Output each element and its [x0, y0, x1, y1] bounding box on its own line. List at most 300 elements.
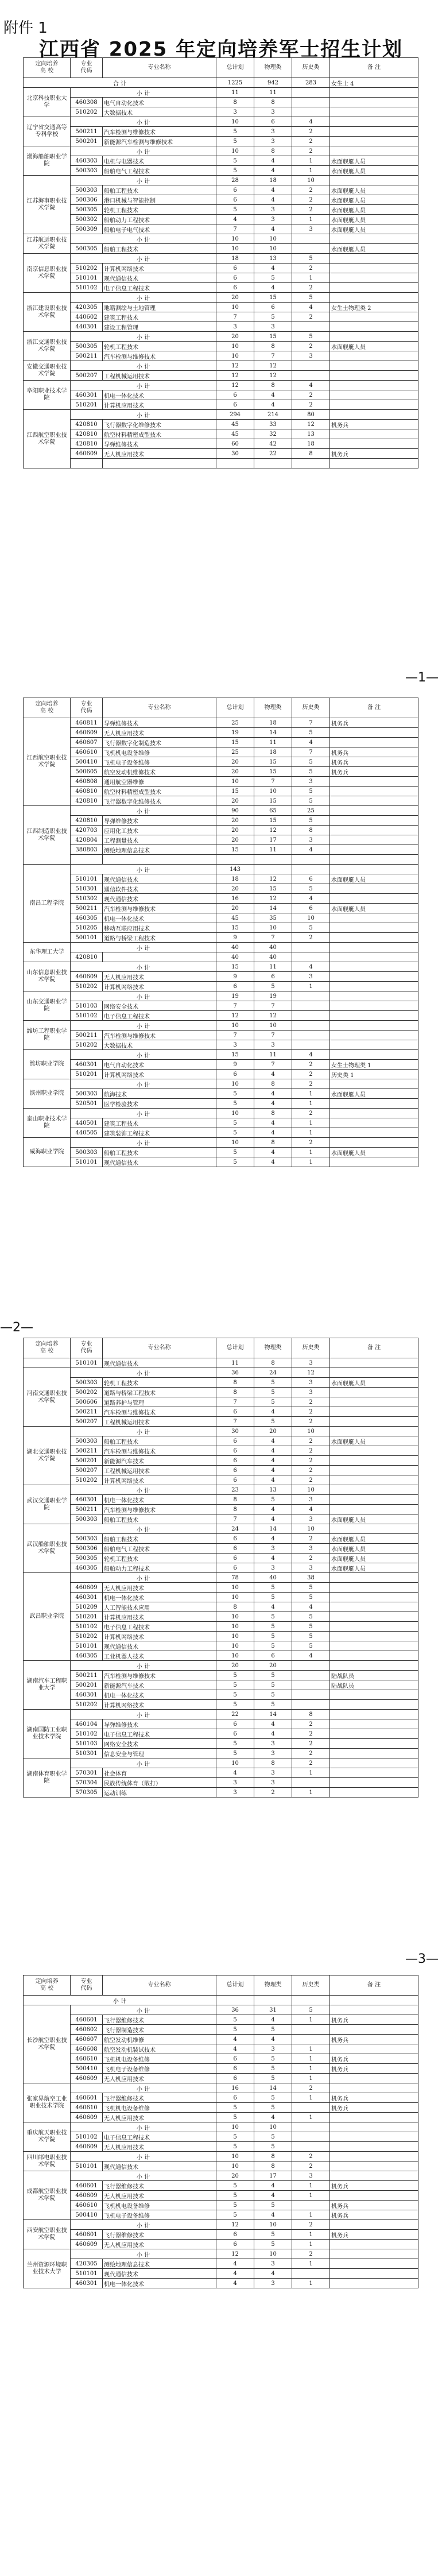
table-row	[24, 1622, 418, 1632]
history-count-cell: 2	[292, 1466, 330, 1475]
total-plan-cell: 10	[216, 1622, 254, 1632]
history-count-cell: 2	[292, 283, 330, 293]
subtotal-label-cell: 小 计	[71, 1021, 216, 1031]
major-name-cell: 汽车检测与维修技术	[103, 1671, 216, 1680]
column-header: 历史类	[292, 58, 330, 78]
school-name-cell: 泰山职业技术学院	[24, 1109, 71, 1138]
history-count-cell: 283	[292, 78, 330, 88]
total-plan-cell: 22	[216, 1710, 254, 1719]
physics-count-cell: 214	[254, 410, 292, 420]
history-count-cell: 5	[292, 1632, 330, 1641]
school-name-cell: 北京科技职业大学	[24, 88, 71, 117]
note-cell: 机务兵	[330, 420, 418, 429]
history-count-cell: 5	[292, 1612, 330, 1622]
column-header: 备 注	[330, 1338, 418, 1358]
major-name-cell: 现代通信技术	[103, 874, 216, 884]
school-name-cell: 威海职业学院	[24, 1138, 71, 1167]
history-count-cell: 2	[292, 1109, 330, 1118]
major-code-cell: 510101	[71, 1358, 103, 1368]
total-plan-cell: 6	[216, 1475, 254, 1485]
table-row	[24, 215, 418, 224]
note-cell	[330, 2074, 418, 2083]
column-header: 备 注	[330, 58, 418, 78]
major-name-cell: 飞机电子设备维修	[103, 757, 216, 767]
table-row	[24, 2064, 418, 2074]
major-name-cell: 医学检验技术	[103, 1099, 216, 1109]
subtotal-label-cell: 小 计	[71, 146, 216, 156]
physics-count-cell: 8	[254, 342, 292, 351]
total-plan-cell: 20	[216, 757, 254, 767]
history-count-cell: 2	[292, 1456, 330, 1466]
physics-count-cell: 4	[254, 1157, 292, 1167]
total-plan-cell: 10	[216, 1651, 254, 1661]
major-code-cell: 510201	[71, 1070, 103, 1079]
subtotal-label-cell: 小 计	[71, 176, 216, 185]
major-name-cell: 飞行器数字化维修技术	[103, 796, 216, 806]
history-count-cell: 2	[292, 1719, 330, 1729]
table-row	[24, 1021, 418, 1031]
history-count-cell: 3	[292, 224, 330, 234]
physics-count-cell: 4	[254, 1729, 292, 1739]
table-row	[24, 1544, 418, 1554]
table-row	[24, 738, 418, 747]
major-code-cell: 510103	[71, 1001, 103, 1011]
total-plan-cell: 5	[216, 1128, 254, 1138]
major-name-cell: 计算机应用技术	[103, 1612, 216, 1622]
total-plan-cell: 6	[216, 982, 254, 991]
major-code-cell: 460609	[71, 728, 103, 738]
total-plan-cell: 5	[216, 2210, 254, 2220]
history-count-cell: 2	[292, 1534, 330, 1544]
physics-count-cell: 4	[254, 2035, 292, 2044]
major-code-cell: 460601	[71, 2015, 103, 2025]
history-count-cell: 1	[292, 2279, 330, 2288]
history-count-cell: 5	[292, 796, 330, 806]
major-code-cell: 460301	[71, 2279, 103, 2288]
major-code-cell: 510101	[71, 273, 103, 283]
note-cell	[330, 410, 418, 420]
table-row	[24, 1446, 418, 1456]
table-row	[24, 1011, 418, 1021]
physics-count-cell: 3	[254, 127, 292, 137]
physics-count-cell: 7	[254, 351, 292, 361]
table-row	[24, 312, 418, 322]
note-cell	[330, 1641, 418, 1651]
total-plan-cell: 6	[216, 185, 254, 195]
physics-count-cell: 4	[254, 2210, 292, 2220]
school-name-cell: 湖南国防工业职业技术学院	[24, 1710, 71, 1758]
major-code-cell: 500211	[71, 351, 103, 361]
physics-count-cell: 3	[254, 2259, 292, 2269]
subtotal-label-cell: 小 计	[71, 991, 216, 1001]
total-plan-cell: 6	[216, 1544, 254, 1554]
history-count-cell: 4	[292, 381, 330, 390]
table-row	[24, 342, 418, 351]
major-code-cell: 380803	[71, 845, 103, 855]
note-cell	[330, 1729, 418, 1739]
history-count-cell: 2	[292, 1729, 330, 1739]
total-plan-cell: 7	[216, 1031, 254, 1040]
major-name-cell: 建筑工程技术	[103, 312, 216, 322]
note-cell	[330, 1417, 418, 1427]
physics-count-cell: 17	[254, 2171, 292, 2181]
physics-count-cell: 4	[254, 1148, 292, 1157]
total-plan-cell: 10	[216, 1758, 254, 1768]
note-cell	[330, 962, 418, 972]
major-code-cell: 420703	[71, 826, 103, 835]
note-cell	[330, 146, 418, 156]
history-count-cell	[292, 1671, 330, 1680]
major-code-cell: 460601	[71, 2181, 103, 2191]
physics-count-cell: 5	[254, 2054, 292, 2064]
plan-table	[23, 1338, 418, 1798]
table-row	[24, 1632, 418, 1641]
major-code-cell: 500606	[71, 1397, 103, 1407]
physics-count-cell: 5	[254, 1641, 292, 1651]
subtotal-label-cell: 小 计	[71, 410, 216, 420]
physics-count-cell: 11	[254, 845, 292, 855]
physics-count-cell: 5	[254, 1671, 292, 1680]
history-count-cell	[292, 991, 330, 1001]
document-title: 江西省 2025 年定向培养军士招生计划	[38, 38, 404, 61]
physics-count-cell: 5	[254, 2240, 292, 2249]
note-cell	[330, 400, 418, 410]
major-name-cell: 航空发动机维修	[103, 2035, 216, 2044]
table-header-row	[24, 1338, 418, 1358]
major-name-cell: 工程测量技术	[103, 835, 216, 845]
note-cell	[330, 439, 418, 449]
physics-count-cell: 3	[254, 2279, 292, 2288]
table-row	[24, 2230, 418, 2240]
physics-count-cell: 6	[254, 303, 292, 312]
school-name-cell: 浙江交通职业技术学院	[24, 332, 71, 361]
note-cell	[330, 865, 418, 874]
major-name-cell: 港口机械与智能控制	[103, 195, 216, 205]
total-plan-cell: 20	[216, 835, 254, 845]
history-count-cell: 4	[292, 962, 330, 972]
note-cell	[330, 835, 418, 845]
history-count-cell	[292, 2103, 330, 2113]
table-row	[24, 127, 418, 137]
major-code-cell: 510202	[71, 1475, 103, 1485]
physics-count-cell: 4	[254, 195, 292, 205]
total-plan-cell: 12	[216, 2249, 254, 2259]
physics-count-cell: 24	[254, 1368, 292, 1378]
total-plan-cell: 12	[216, 371, 254, 381]
table-row	[24, 1070, 418, 1079]
note-cell	[330, 234, 418, 244]
table-row	[24, 117, 418, 127]
history-count-cell	[292, 1690, 330, 1700]
table-row	[24, 381, 418, 390]
total-plan-cell: 5	[216, 2113, 254, 2122]
column-header: 物理类	[254, 1338, 292, 1358]
physics-count-cell: 7	[254, 1031, 292, 1040]
column-header: 物理类	[254, 58, 292, 78]
table-row	[24, 962, 418, 972]
physics-count-cell: 42	[254, 439, 292, 449]
total-plan-cell: 18	[216, 874, 254, 884]
physics-count-cell: 12	[254, 371, 292, 381]
physics-count-cell: 4	[254, 2181, 292, 2191]
major-code-cell: 420810	[71, 816, 103, 826]
history-count-cell: 2	[292, 1397, 330, 1407]
major-name-cell: 运动训练	[103, 1788, 216, 1798]
history-count-cell: 1	[292, 2210, 330, 2220]
physics-count-cell: 18	[254, 176, 292, 185]
major-code-cell: 500211	[71, 1407, 103, 1417]
table-row	[24, 1758, 418, 1768]
table-row	[24, 166, 418, 176]
history-count-cell: 2	[292, 1407, 330, 1417]
note-cell: 水面舰艇人员	[330, 1544, 418, 1554]
note-cell	[330, 1427, 418, 1436]
total-plan-cell: 8	[216, 98, 254, 107]
page-number-2: —2—	[0, 1320, 33, 1335]
total-plan-cell: 25	[216, 747, 254, 757]
column-header: 物理类	[254, 1975, 292, 1996]
history-count-cell: 1	[292, 2240, 330, 2249]
physics-count-cell: 4	[254, 1505, 292, 1514]
major-name-cell: 无人机应用技术	[103, 2113, 216, 2122]
major-name-cell: 建筑工程技术	[103, 1118, 216, 1128]
table-row	[24, 1475, 418, 1485]
total-plan-cell: 20	[216, 293, 254, 303]
major-code-cell: 460301	[71, 1495, 103, 1505]
major-name-cell: 现代通信技术	[103, 1641, 216, 1651]
table-row	[24, 1641, 418, 1651]
table-row	[24, 361, 418, 371]
note-cell: 机务兵	[330, 2210, 418, 2220]
table-row	[24, 351, 418, 361]
major-code-cell: 500303	[71, 1436, 103, 1446]
major-code-cell: 510103	[71, 1739, 103, 1749]
note-cell: 机务兵	[330, 2103, 418, 2113]
history-count-cell: 10	[292, 1524, 330, 1534]
note-cell: 水面舰艇人员	[330, 904, 418, 913]
major-code-cell: 510102	[71, 1729, 103, 1739]
note-cell: 水面舰艇人员	[330, 185, 418, 195]
physics-count-cell	[254, 865, 292, 874]
physics-count-cell: 3	[254, 322, 292, 332]
physics-count-cell: 5	[254, 2064, 292, 2074]
major-code-cell: 510101	[71, 1157, 103, 1167]
major-name-cell: 工程机械运用技术	[103, 1417, 216, 1427]
total-plan-cell: 6	[216, 2240, 254, 2249]
note-cell	[330, 293, 418, 303]
total-plan-cell: 7	[216, 224, 254, 234]
major-name-cell: 人工智能技术应用	[103, 1602, 216, 1612]
total-plan-cell: 5	[216, 1749, 254, 1758]
note-cell	[330, 1788, 418, 1798]
total-plan-cell: 1225	[216, 78, 254, 88]
total-plan-cell: 12	[216, 381, 254, 390]
major-code-cell	[71, 459, 103, 468]
major-name-cell: 飞机机电设备维修	[103, 747, 216, 757]
history-count-cell: 10	[292, 1485, 330, 1495]
note-cell	[330, 1651, 418, 1661]
major-code-cell: 500305	[71, 244, 103, 254]
major-name-cell: 船舶工程技术	[103, 1148, 216, 1157]
major-name-cell: 地籍测绘与土地管理	[103, 303, 216, 312]
physics-count-cell: 13	[254, 254, 292, 264]
total-plan-cell: 5	[216, 1118, 254, 1128]
total-plan-cell: 10	[216, 1612, 254, 1622]
total-plan-cell: 6	[216, 1466, 254, 1475]
major-name-cell	[103, 855, 216, 865]
note-cell	[330, 1690, 418, 1700]
history-count-cell: 12	[292, 420, 330, 429]
table-row	[24, 429, 418, 439]
total-plan-cell: 5	[216, 2015, 254, 2025]
subtotal-label-cell: 小 计	[71, 2249, 216, 2259]
major-name-cell: 电子信息工程技术	[103, 1622, 216, 1632]
history-count-cell: 5	[292, 293, 330, 303]
major-code-cell: 500410	[71, 2210, 103, 2220]
table-row	[24, 1788, 418, 1798]
total-plan-cell: 10	[216, 1593, 254, 1602]
major-code-cell: 500306	[71, 1544, 103, 1554]
major-code-cell: 460610	[71, 747, 103, 757]
major-name-cell: 测绘地理信息技术	[103, 2259, 216, 2269]
total-plan-cell: 5	[216, 2181, 254, 2191]
physics-count-cell: 19	[254, 991, 292, 1001]
history-count-cell: 5	[292, 254, 330, 264]
major-code-cell: 460607	[71, 738, 103, 747]
history-count-cell: 1	[292, 215, 330, 224]
subtotal-label-cell: 小 计	[71, 254, 216, 264]
total-plan-cell: 24	[216, 1524, 254, 1534]
table-row	[24, 835, 418, 845]
history-count-cell: 3	[292, 1378, 330, 1388]
physics-count-cell: 14	[254, 904, 292, 913]
physics-count-cell: 18	[254, 747, 292, 757]
major-name-cell: 航空材料精密成型技术	[103, 787, 216, 796]
table-row	[24, 224, 418, 234]
total-plan-cell: 5	[216, 127, 254, 137]
history-count-cell: 5	[292, 728, 330, 738]
note-cell	[330, 1040, 418, 1050]
major-code-cell: 460811	[71, 718, 103, 728]
major-name-cell: 应用化工技术	[103, 826, 216, 835]
physics-count-cell: 3	[254, 1040, 292, 1050]
table-row	[24, 874, 418, 884]
note-cell	[330, 1446, 418, 1456]
physics-count-cell: 8	[254, 2161, 292, 2171]
major-code-cell: 500303	[71, 1534, 103, 1544]
history-count-cell: 1	[292, 2015, 330, 2025]
major-name-cell: 机电一体化技术	[103, 2279, 216, 2288]
column-header: 总计划	[216, 1975, 254, 1996]
note-cell	[330, 1358, 418, 1368]
table-row	[24, 1128, 418, 1138]
major-code-cell: 420810	[71, 429, 103, 439]
note-cell	[330, 2132, 418, 2142]
major-name-cell: 航空发动机装试技术	[103, 2044, 216, 2054]
history-count-cell: 7	[292, 718, 330, 728]
history-count-cell: 5	[292, 1593, 330, 1602]
total-plan-cell: 25	[216, 718, 254, 728]
total-plan-cell: 3	[216, 322, 254, 332]
history-count-cell	[292, 98, 330, 107]
major-code-cell	[71, 855, 103, 865]
total-plan-cell: 5	[216, 2025, 254, 2035]
physics-count-cell: 5	[254, 1680, 292, 1690]
physics-count-cell: 6	[254, 117, 292, 127]
physics-count-cell: 65	[254, 806, 292, 816]
major-name-cell: 无人机应用技术	[103, 1583, 216, 1593]
major-code-cell: 500305	[71, 342, 103, 351]
history-count-cell	[292, 1021, 330, 1031]
total-plan-cell: 294	[216, 410, 254, 420]
note-cell	[330, 1021, 418, 1031]
major-code-cell: 510101	[71, 2161, 103, 2171]
major-code-cell: 460601	[71, 2230, 103, 2240]
physics-count-cell: 4	[254, 400, 292, 410]
note-cell: 水面舰艇人员	[330, 1089, 418, 1099]
table-row	[24, 400, 418, 410]
table-row	[24, 1118, 418, 1128]
major-name-cell: 导弹维修技术	[103, 1719, 216, 1729]
total-plan-cell: 16	[216, 2083, 254, 2093]
total-plan-cell: 16	[216, 894, 254, 904]
note-cell	[330, 390, 418, 400]
subtotal-label-cell: 小 计	[71, 962, 216, 972]
major-code-cell: 500201	[71, 137, 103, 146]
major-code-cell: 510101	[71, 1641, 103, 1651]
physics-count-cell: 3	[254, 137, 292, 146]
history-count-cell: 2	[292, 2152, 330, 2161]
major-code-cell: 500306	[71, 195, 103, 205]
major-name-cell: 船舶工程技术	[103, 1514, 216, 1524]
total-plan-cell: 3	[216, 1778, 254, 1788]
note-cell	[330, 1622, 418, 1632]
major-name-cell: 计算机网络技术	[103, 1070, 216, 1079]
physics-count-cell: 4	[254, 2269, 292, 2279]
major-code-cell: 510302	[71, 894, 103, 904]
note-cell	[330, 2044, 418, 2054]
total-plan-cell: 45	[216, 429, 254, 439]
note-cell: 机务兵	[330, 2230, 418, 2240]
note-cell: 水面舰艇人员	[330, 342, 418, 351]
total-plan-cell: 36	[216, 2005, 254, 2015]
total-plan-cell: 10	[216, 1641, 254, 1651]
major-name-cell: 建筑装饰工程技术	[103, 1128, 216, 1138]
major-name-cell: 汽车检测与维修技术	[103, 351, 216, 361]
physics-count-cell: 10	[254, 787, 292, 796]
major-code-cell: 510102	[71, 2132, 103, 2142]
history-count-cell: 4	[292, 303, 330, 312]
note-cell	[330, 826, 418, 835]
history-count-cell: 1	[292, 273, 330, 283]
history-count-cell	[292, 361, 330, 371]
major-code-cell: 510301	[71, 884, 103, 894]
total-plan-cell: 10	[216, 146, 254, 156]
history-count-cell: 6	[292, 874, 330, 884]
table-row	[24, 767, 418, 777]
physics-count-cell: 4	[254, 1719, 292, 1729]
major-name-cell: 新能源汽车技术	[103, 1456, 216, 1466]
major-code-cell: 500605	[71, 767, 103, 777]
history-count-cell: 3	[292, 1388, 330, 1397]
note-cell	[330, 2152, 418, 2161]
history-count-cell: 2	[292, 1070, 330, 1079]
history-count-cell: 2	[292, 1475, 330, 1485]
total-plan-cell: 10	[216, 244, 254, 254]
total-plan-cell: 10	[216, 1138, 254, 1148]
table-row	[24, 2103, 418, 2113]
total-plan-cell: 6	[216, 1563, 254, 1573]
